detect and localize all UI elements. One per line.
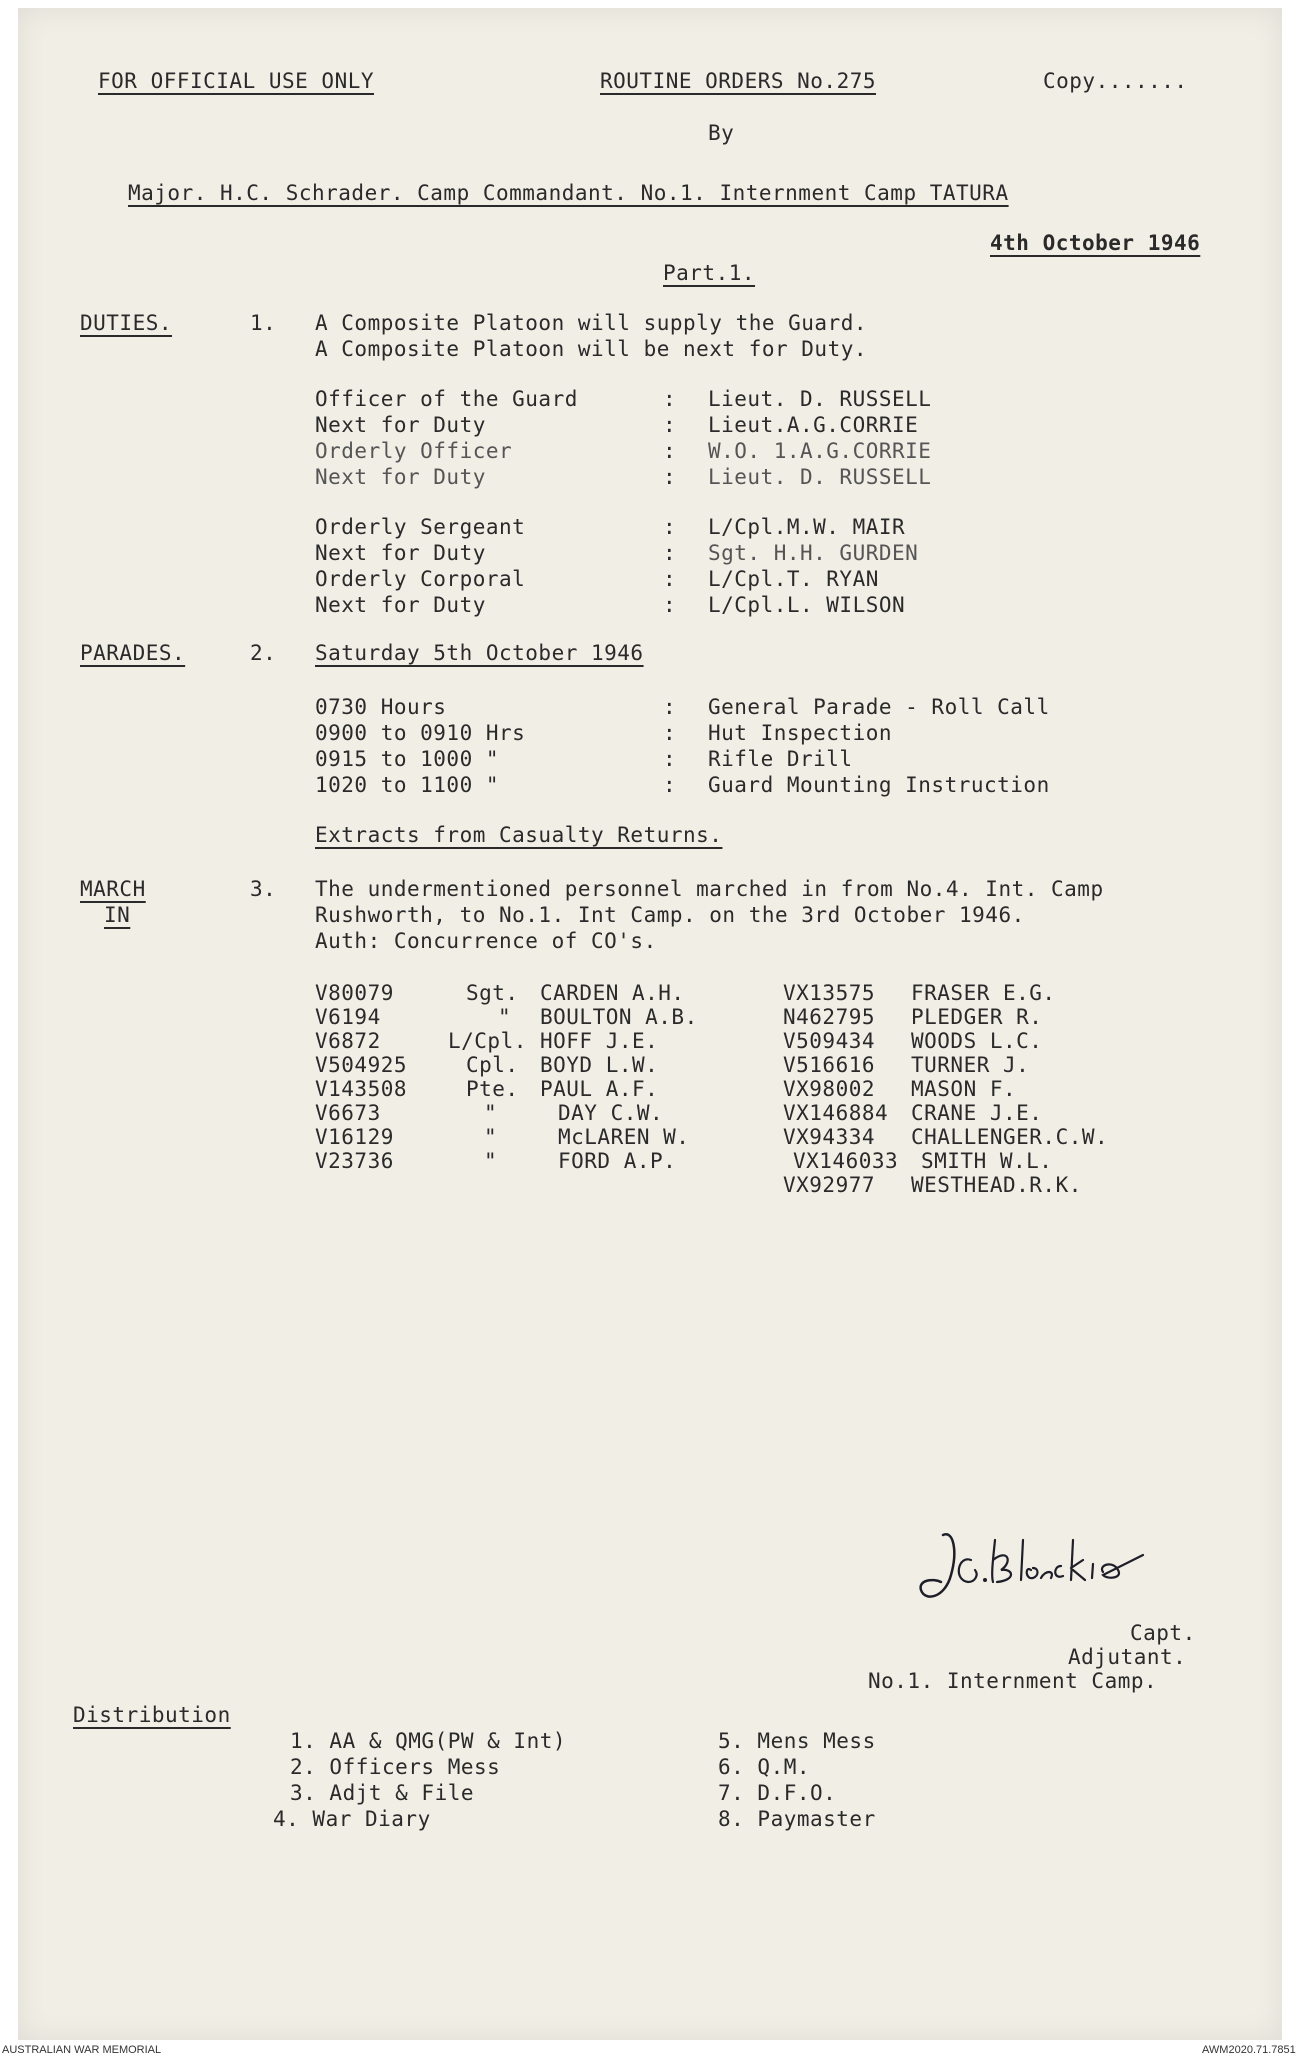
duty-role: Officer of the Guard xyxy=(315,387,578,411)
march-line-1: The undermentioned personnel marched in from No.4. Int. Camp xyxy=(315,877,1104,901)
duty-sep: : xyxy=(663,465,677,489)
person-name: PAUL A.F. xyxy=(540,1077,659,1101)
commandant-line: Major. H.C. Schrader. Camp Commandant. No.1. Internment Camp TATURA xyxy=(128,181,1009,205)
duty-role: Next for Duty xyxy=(315,413,486,437)
classification: FOR OFFICIAL USE ONLY xyxy=(98,69,375,93)
person-name: PLEDGER R. xyxy=(911,1005,1043,1029)
service-number: V509434 xyxy=(783,1029,876,1053)
service-number: V504925 xyxy=(315,1053,408,1077)
rank: " xyxy=(484,1101,498,1125)
duty-sep: : xyxy=(663,593,677,617)
duty-name: Sgt. H.H. GURDEN xyxy=(708,541,919,565)
parade-activity: Rifle Drill xyxy=(708,747,853,771)
service-number: V16129 xyxy=(315,1125,394,1149)
distribution-item: 3. Adjt & File xyxy=(290,1781,475,1805)
extracts-heading: Extracts from Casualty Returns. xyxy=(315,823,723,847)
document-page xyxy=(18,8,1282,2040)
duty-name: Lieut. D. RUSSELL xyxy=(708,465,932,489)
duties-line-2: A Composite Platoon will be next for Duty. xyxy=(315,337,868,361)
parades-date: Saturday 5th October 1946 xyxy=(315,641,644,665)
by-line: By xyxy=(708,121,735,145)
handwritten-signature xyxy=(913,1520,1173,1610)
person-name: FRASER E.G. xyxy=(911,981,1056,1005)
service-number: VX94334 xyxy=(783,1125,876,1149)
service-number: V80079 xyxy=(315,981,394,1005)
march-line-3: Auth: Concurrence of CO's. xyxy=(315,929,657,953)
person-name: SMITH W.L. xyxy=(921,1149,1053,1173)
parade-sep: : xyxy=(663,747,677,771)
march-line-2: Rushworth, to No.1. Int Camp. on the 3rd October 1946. xyxy=(315,903,1025,927)
person-name: BOULTON A.B. xyxy=(540,1005,698,1029)
duties-number: 1. xyxy=(250,311,277,335)
duties-line-1: A Composite Platoon will supply the Guard. xyxy=(315,311,868,335)
service-number: V23736 xyxy=(315,1149,394,1173)
person-name: MASON F. xyxy=(911,1077,1017,1101)
duty-name: L/Cpl.T. RYAN xyxy=(708,567,879,591)
parade-time: 0915 to 1000 " xyxy=(315,747,500,771)
service-number: VX13575 xyxy=(783,981,876,1005)
service-number: V6872 xyxy=(315,1029,381,1053)
person-name: HOFF J.E. xyxy=(540,1029,659,1053)
service-number: V6673 xyxy=(315,1101,381,1125)
rank: Cpl. xyxy=(466,1053,519,1077)
person-name: TURNER J. xyxy=(911,1053,1030,1077)
duty-sep: : xyxy=(663,515,677,539)
person-name: CRANE J.E. xyxy=(911,1101,1043,1125)
parade-time: 0900 to 0910 Hrs xyxy=(315,721,526,745)
distribution-heading: Distribution xyxy=(73,1703,231,1727)
rank: Pte. xyxy=(466,1077,519,1101)
person-name: DAY C.W. xyxy=(558,1101,664,1125)
part-heading: Part.1. xyxy=(663,261,756,285)
footer-accession: AWM2020.71.7851 xyxy=(1202,2044,1296,2056)
duty-role: Next for Duty xyxy=(315,465,486,489)
duty-sep: : xyxy=(663,567,677,591)
service-number: V143508 xyxy=(315,1077,408,1101)
duties-heading: DUTIES. xyxy=(80,311,173,335)
distribution-item: 6. Q.M. xyxy=(718,1755,811,1779)
signatory-unit: No.1. Internment Camp. xyxy=(868,1669,1158,1693)
person-name: WESTHEAD.R.K. xyxy=(911,1173,1082,1197)
march-heading-in: IN xyxy=(104,903,131,927)
distribution-item: 5. Mens Mess xyxy=(718,1729,876,1753)
rank: L/Cpl. xyxy=(448,1029,527,1053)
service-number: VX98002 xyxy=(783,1077,876,1101)
person-name: WOODS L.C. xyxy=(911,1029,1043,1053)
parades-number: 2. xyxy=(250,641,277,665)
duty-sep: : xyxy=(663,413,677,437)
signatory-rank: Capt. xyxy=(1130,1621,1196,1645)
duty-name: L/Cpl.M.W. MAIR xyxy=(708,515,906,539)
distribution-item: 2. Officers Mess xyxy=(290,1755,501,1779)
signatory-title: Adjutant. xyxy=(1068,1645,1187,1669)
march-heading: MARCH xyxy=(80,877,146,901)
duty-name: Lieut. D. RUSSELL xyxy=(708,387,932,411)
copy-number: Copy....... xyxy=(1043,69,1188,93)
service-number: V516616 xyxy=(783,1053,876,1077)
rank: " xyxy=(484,1125,498,1149)
distribution-item: 4. War Diary xyxy=(273,1807,431,1831)
person-name: FORD A.P. xyxy=(558,1149,677,1173)
order-title: ROUTINE ORDERS No.275 xyxy=(600,69,877,93)
service-number: N462795 xyxy=(783,1005,876,1029)
march-number: 3. xyxy=(250,877,277,901)
order-date: 4th October 1946 xyxy=(990,231,1201,255)
parade-sep: : xyxy=(663,773,677,797)
distribution-item: 1. AA & QMG(PW & Int) xyxy=(290,1729,567,1753)
parades-heading: PARADES. xyxy=(80,641,186,665)
person-name: McLAREN W. xyxy=(558,1125,690,1149)
duty-role: Orderly Sergeant xyxy=(315,515,526,539)
parade-sep: : xyxy=(663,695,677,719)
service-number: VX146884 xyxy=(783,1101,889,1125)
duty-role: Orderly Officer xyxy=(315,439,513,463)
signature-text: J.E.Blackie xyxy=(913,1520,920,1521)
parade-activity: General Parade - Roll Call xyxy=(708,695,1050,719)
person-name: BOYD L.W. xyxy=(540,1053,659,1077)
parade-activity: Hut Inspection xyxy=(708,721,893,745)
parade-sep: : xyxy=(663,721,677,745)
duty-role: Next for Duty xyxy=(315,593,486,617)
service-number: VX92977 xyxy=(783,1173,876,1197)
distribution-item: 7. D.F.O. xyxy=(718,1781,837,1805)
footer-credit: AUSTRALIAN WAR MEMORIAL xyxy=(2,2044,162,2056)
person-name: CARDEN A.H. xyxy=(540,981,685,1005)
duty-name: Lieut.A.G.CORRIE xyxy=(708,413,919,437)
duty-name: W.O. 1.A.G.CORRIE xyxy=(708,439,932,463)
duty-sep: : xyxy=(663,541,677,565)
service-number: V6194 xyxy=(315,1005,381,1029)
rank: " xyxy=(484,1149,498,1173)
parade-activity: Guard Mounting Instruction xyxy=(708,773,1050,797)
duty-role: Next for Duty xyxy=(315,541,486,565)
rank: Sgt. xyxy=(466,981,519,1005)
rank: " xyxy=(498,1005,512,1029)
duty-role: Orderly Corporal xyxy=(315,567,526,591)
duty-name: L/Cpl.L. WILSON xyxy=(708,593,906,617)
parade-time: 1020 to 1100 " xyxy=(315,773,500,797)
service-number: VX146033 xyxy=(793,1149,899,1173)
parade-time: 0730 Hours xyxy=(315,695,447,719)
duty-sep: : xyxy=(663,387,677,411)
duty-sep: : xyxy=(663,439,677,463)
person-name: CHALLENGER.C.W. xyxy=(911,1125,1109,1149)
distribution-item: 8. Paymaster xyxy=(718,1807,876,1831)
